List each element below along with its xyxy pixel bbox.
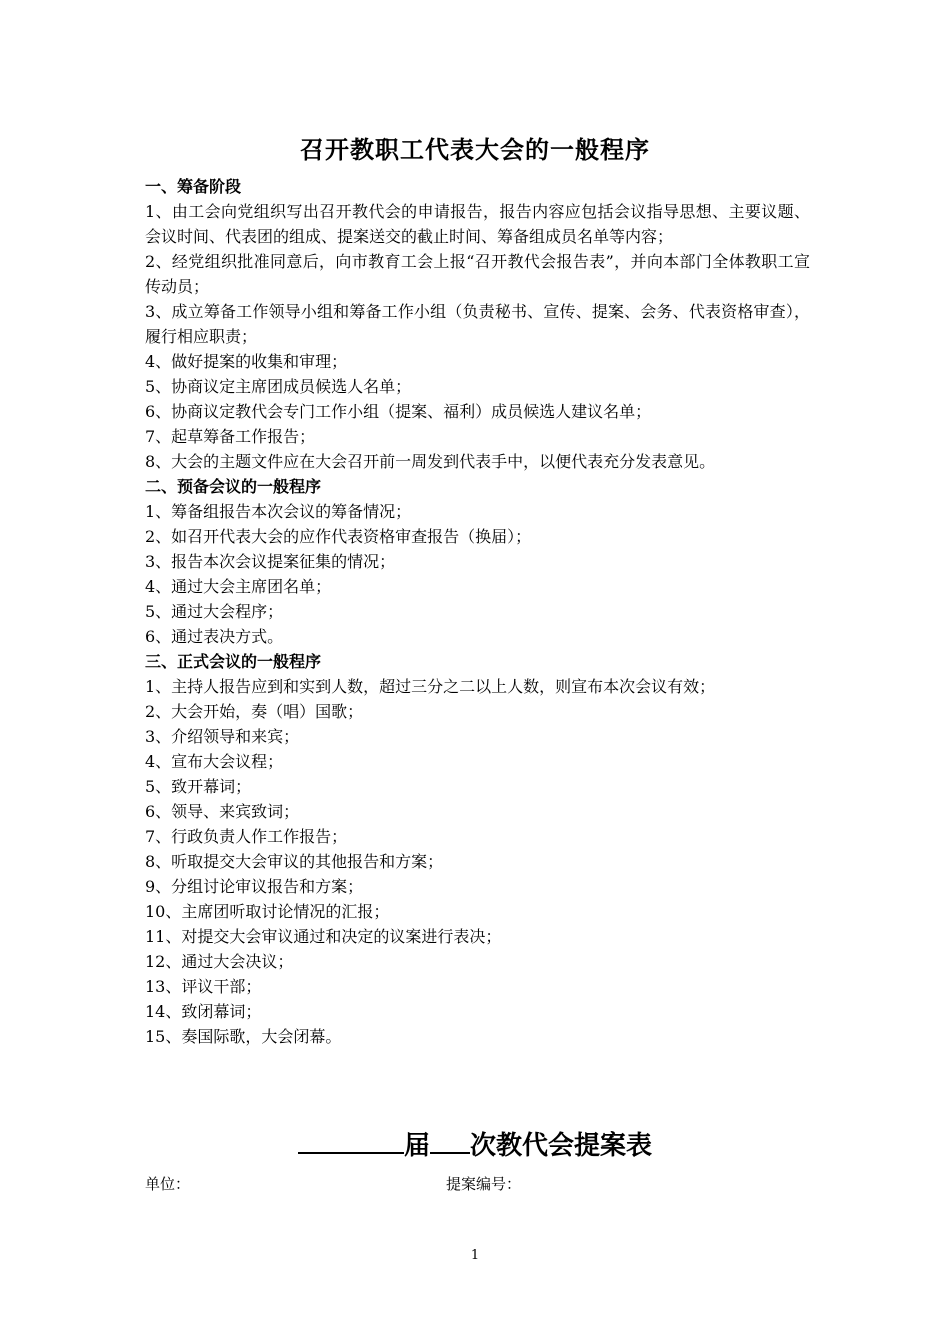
list-item: 4、做好提案的收集和审理； [145,352,348,371]
section-heading: 三、正式会议的一般程序 [145,652,322,671]
proposal-form-title [0,1124,950,1166]
section-heading: 二、预备会议的一般程序 [145,477,322,496]
list-item: 8、大会的主题文件应在大会召开前一周发到代表手中，以便代表充分发表意见。 [145,452,716,471]
list-item: 6、通过表决方式。 [145,627,284,646]
list-item: 13、评议干部； [145,977,262,996]
page-number: 1 [470,1248,480,1263]
list-item: 2、如召开代表大会的应作代表资格审查报告（换届）； [145,527,532,546]
title-part-meeting: 次教代会提案表 [470,1131,653,1161]
list-item: 6、协商议定教代会专门工作小组（提案、福利）成员候选人建议名单； [145,402,652,421]
list-item: 1、由工会向党组织写出召开教代会的申请报告，报告内容应包括会议指导思想、主要议题、会议时间、代表团的组成、提案送交的截止时间、筹备组成员名单等内容； [145,202,810,246]
section-preparation [145,174,810,474]
list-item: 2、经党组织批准同意后，向市教育工会上报“召开教代会报告表”，并向本部门全体教职工宣传动员； [145,252,810,296]
list-item: 11、对提交大会审议通过和决定的议案进行表决； [145,927,502,946]
list-item: 12、通过大会决议； [145,952,294,971]
list-item: 4、通过大会主席团名单； [145,577,332,596]
document-title: 召开教职工代表大会的一般程序 [300,135,650,164]
list-item: 1、筹备组报告本次会议的筹备情况； [145,502,412,521]
title-part-session: 届 [403,1131,430,1161]
unit-label: 单位： [145,1175,191,1193]
section-preliminary-meeting [145,474,810,649]
list-item: 15、奏国际歌，大会闭幕。 [145,1027,342,1046]
list-item: 7、行政负责人作工作报告； [145,827,348,846]
list-item: 2、大会开始，奏（唱）国歌； [145,702,364,721]
list-item: 7、起草筹备工作报告； [145,427,316,446]
list-item: 5、通过大会程序； [145,602,284,621]
document-body [145,174,810,1049]
list-item: 4、宣布大会议程； [145,752,284,771]
meeting-number-blank [430,1124,470,1154]
list-item: 6、领导、来宾致词； [145,802,300,821]
list-item: 1、主持人报告应到和实到人数，超过三分之二以上人数，则宣布本次会议有效； [145,677,716,696]
list-item: 9、分组讨论审议报告和方案； [145,877,364,896]
section-heading: 一、筹备阶段 [145,177,242,196]
list-item: 14、致闭幕词； [145,1002,262,1021]
list-item: 3、介绍领导和来宾； [145,727,300,746]
list-item: 3、报告本次会议提案征集的情况； [145,552,396,571]
section-formal-meeting [145,649,810,1049]
proposal-number-label: 提案编号： [446,1175,522,1193]
list-item: 10、主席团听取讨论情况的汇报； [145,902,390,921]
list-item: 8、听取提交大会审议的其他报告和方案； [145,852,444,871]
session-number-blank [298,1124,404,1154]
list-item: 5、致开幕词； [145,777,252,796]
list-item: 3、成立筹备工作领导小组和筹备工作小组（负责秘书、宣传、提案、会务、代表资格审查），履行相应职责； [145,302,810,346]
list-item: 5、协商议定主席团成员候选人名单； [145,377,412,396]
